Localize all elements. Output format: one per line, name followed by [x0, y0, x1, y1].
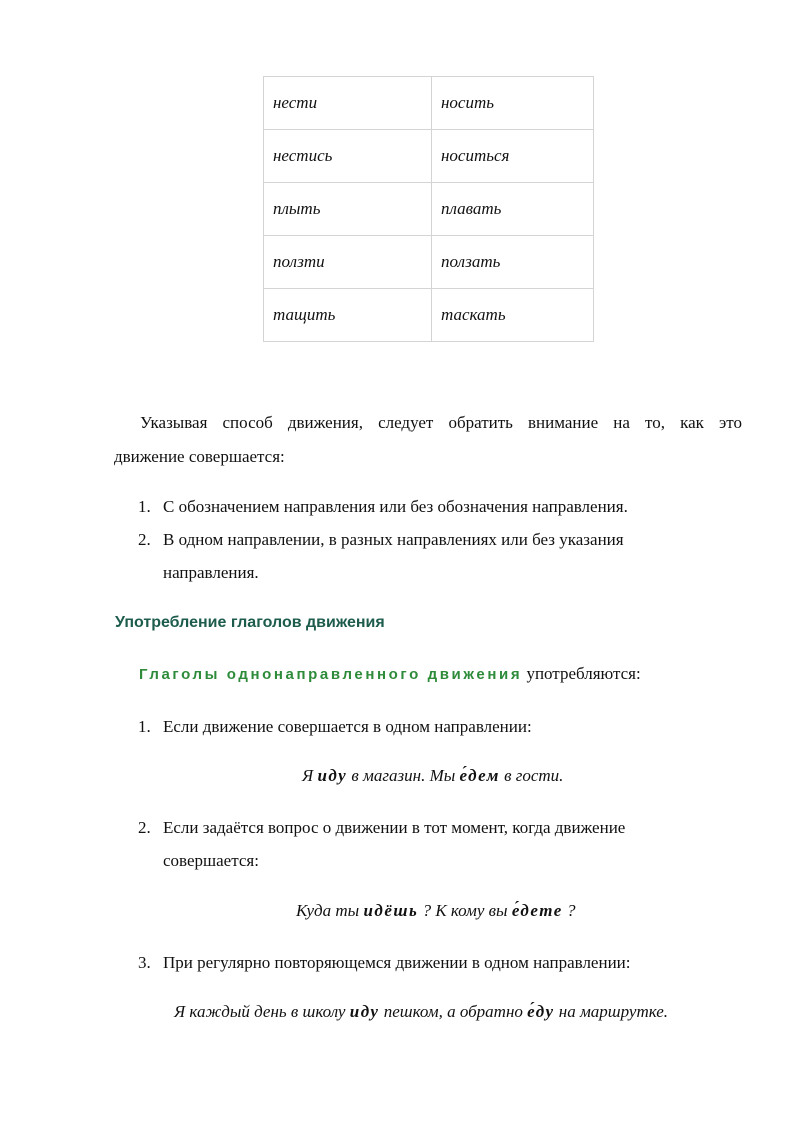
- lead-rest: употребляются:: [522, 664, 641, 683]
- lead-sentence: [139, 659, 641, 690]
- list-text: С обозначением направления или без обозначения направления.: [163, 497, 628, 516]
- table-cell: плавать: [432, 183, 594, 236]
- table-cell: носиться: [432, 130, 594, 183]
- list-item: [138, 811, 758, 877]
- example-sentence: [296, 896, 575, 926]
- table-cell: тащить: [264, 289, 432, 342]
- table-cell: таскать: [432, 289, 594, 342]
- list-text: Если движение совершается в одном направлении:: [163, 717, 532, 736]
- example-text: в магазин. Мы: [347, 766, 460, 785]
- table-row: [264, 130, 594, 183]
- example-sentence: [302, 761, 563, 791]
- list-number: 1.: [138, 497, 151, 516]
- intro-paragraph-line1: Указывая способ движения, следует обратить внимание на то, как это: [140, 413, 742, 432]
- verb-pairs-table: [263, 76, 594, 342]
- list-text: направления.: [163, 563, 259, 582]
- example-verb: е́дем: [459, 766, 500, 785]
- example-text: в гости.: [499, 766, 564, 785]
- list-text: Если задаётся вопрос о движении в тот момент, когда движение: [163, 818, 626, 837]
- table-cell: нести: [264, 77, 432, 130]
- intro-paragraph-line2: движение совершается:: [114, 447, 285, 466]
- example-text: Я каждый день в школу: [174, 1002, 350, 1021]
- list-number: 1.: [138, 717, 151, 736]
- example-verb: иду: [349, 1002, 380, 1021]
- example-verb: идёшь: [363, 901, 419, 920]
- example-text: ?: [562, 901, 576, 920]
- table-row: [264, 77, 594, 130]
- example-text: Я: [302, 766, 318, 785]
- list-text: При регулярно повторяющемся движении в одном направлении:: [163, 953, 631, 972]
- example-text: Куда ты: [296, 901, 364, 920]
- example-sentence: [174, 997, 668, 1027]
- table-cell: плыть: [264, 183, 432, 236]
- table-cell: ползти: [264, 236, 432, 289]
- section-heading: Употребление глаголов движения: [115, 614, 385, 631]
- table-cell: носить: [432, 77, 594, 130]
- list-item: [138, 523, 758, 589]
- list-number: 3.: [138, 953, 151, 972]
- table-row: [264, 236, 594, 289]
- example-text: ? К кому вы: [418, 901, 512, 920]
- table-row: [264, 289, 594, 342]
- highlight-term: Глаголы однонаправленного движения: [139, 666, 523, 683]
- table-row: [264, 183, 594, 236]
- example-verb: иду: [317, 766, 348, 785]
- table-cell: нестись: [264, 130, 432, 183]
- list-text: В одном направлении, в разных направлениях или без указания: [163, 530, 624, 549]
- example-verb: е́дете: [511, 901, 563, 920]
- example-text: на маршрутке.: [554, 1002, 669, 1021]
- example-verb: е́ду: [527, 1002, 555, 1021]
- list-item: [138, 946, 758, 979]
- example-text: пешком, а обратно: [379, 1002, 528, 1021]
- list-number: 2.: [138, 818, 151, 837]
- list-number: 2.: [138, 530, 151, 549]
- list-text: совершается:: [163, 851, 259, 870]
- list-item: [138, 490, 758, 523]
- list-item: [138, 710, 758, 743]
- table-cell: ползать: [432, 236, 594, 289]
